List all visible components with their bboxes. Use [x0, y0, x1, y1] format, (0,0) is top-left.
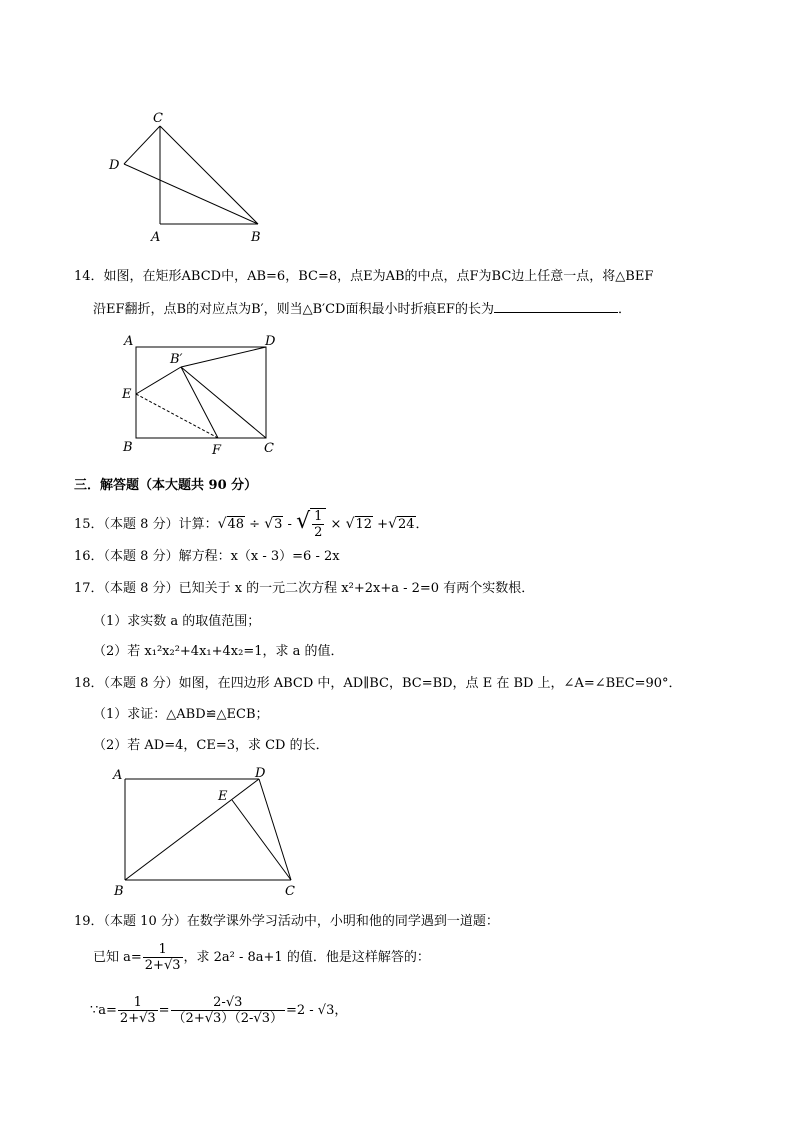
radicand: 12: [355, 517, 373, 532]
sqrt-half: √ $\frac{1}{2}$: [296, 508, 326, 540]
label-a: A: [113, 768, 123, 783]
segment-cd: [124, 126, 160, 164]
question-14-end: ．: [617, 302, 631, 317]
answer-blank[interactable]: [494, 300, 618, 313]
question-17: 17．（本题 8 分）已知关于 x 的一元二次方程 x²+2x+a - 2=0 有两个实数根．: [74, 581, 535, 596]
minus-sign: -: [283, 517, 297, 532]
segment-ec: [232, 800, 291, 880]
segment-bprime-d: [181, 347, 266, 367]
radicand: 3: [274, 517, 283, 532]
segment-db: [124, 164, 258, 224]
question-18-part2: （2）若 AD=4，CE=3，求 CD 的长．: [93, 738, 329, 753]
question-18: 18．（本题 8 分）如图，在四边形 ABCD 中，AD∥BC，BC=BD，点 E 在 BD 上，∠A=∠BEC=90°．: [74, 676, 682, 691]
label-d: D: [255, 766, 266, 781]
given-prefix: 已知 a=: [93, 950, 142, 965]
label-b: B: [114, 884, 124, 899]
question-15-end: ．: [415, 517, 429, 532]
question-14-line1: 14．如图，在矩形ABCD中，AB=6，BC=8，点E为AB的中点，点F为BC边上任意一点，将△BEF: [74, 269, 654, 284]
rectangle-abcd: [136, 347, 266, 438]
sqrt-3: √3: [264, 516, 283, 532]
label-a: A: [124, 334, 134, 349]
question-17-part2: （2）若 x₁²x₂²+4x₁+4x₂=1，求 a 的值．: [93, 644, 344, 659]
question-14-line2: [93, 300, 631, 319]
question-15: [74, 508, 429, 540]
divide-sign: ÷: [245, 517, 265, 532]
segment-dc: [259, 779, 291, 880]
question-14-text: 沿EF翻折，点B的对应点为B′，则当△B′CD面积最小时折痕EF的长为: [93, 302, 494, 317]
sqrt-48: √48: [217, 516, 245, 532]
fold-line-ef: [136, 394, 218, 438]
radicand: 24: [398, 517, 415, 532]
segment-bd: [125, 779, 259, 880]
because-text: ∵a=: [90, 1003, 117, 1018]
label-c: C: [153, 111, 163, 126]
plus-sign: +: [373, 517, 389, 532]
given-suffix: ，求 2a² - 8a+1 的值．他是这样解答的：: [183, 950, 430, 965]
label-b: B: [251, 230, 261, 245]
fraction-denominator: 2: [314, 525, 323, 540]
fraction-denominator: 2+√3: [119, 1011, 156, 1026]
question-18-part1: （1）求证：△ABD≌△ECB；: [93, 707, 269, 722]
times-sign: ×: [326, 517, 346, 532]
sqrt-24: √24: [388, 516, 415, 532]
label-c: C: [285, 884, 295, 899]
fraction-denominator: （2+√3）（2-√3）: [172, 1011, 283, 1026]
label-d: D: [265, 334, 276, 349]
label-c: C: [264, 441, 274, 456]
label-b: B: [123, 440, 133, 455]
fraction-numerator: 1: [118, 995, 158, 1011]
label-b-prime: B′: [170, 352, 183, 367]
figure-q14: [112, 330, 292, 460]
segment-bprime-c: [181, 367, 266, 438]
question-16: 16．（本题 8 分）解方程：x（x - 3）=6 - 2x: [74, 549, 340, 564]
result-text: =2 - √3，: [285, 1003, 348, 1018]
equals-sign: =: [158, 1003, 170, 1018]
question-19-given: [93, 940, 430, 976]
segment-bprime-f: [181, 367, 218, 438]
label-e: E: [122, 387, 132, 402]
fraction-numerator: 2-√3: [171, 995, 285, 1011]
label-f: F: [212, 443, 222, 458]
label-a: A: [151, 230, 161, 245]
question-19-solution: [90, 993, 347, 1029]
figure-q13: [100, 108, 280, 248]
label-e: E: [218, 789, 228, 804]
fraction-denominator: 2+√3: [144, 958, 181, 973]
segment-e-bprime: [136, 367, 181, 394]
figure-q18: [105, 765, 315, 900]
segment-cb: [160, 126, 258, 224]
question-19: 19．（本题 10 分）在数学课外学习活动中，小明和他的同学遇到一道题：: [74, 914, 499, 929]
fraction-numerator: 1: [314, 509, 323, 524]
radicand: 48: [227, 517, 245, 532]
fraction-numerator: 1: [143, 942, 183, 958]
question-15-prefix: 15．（本题 8 分）计算：: [74, 517, 218, 532]
question-17-part1: （1）求实数 a 的取值范围；: [93, 614, 261, 629]
section-heading: 三．解答题（本大题共 90 分）: [74, 478, 258, 493]
sqrt-12: √12: [345, 516, 373, 532]
label-d: D: [109, 158, 120, 173]
